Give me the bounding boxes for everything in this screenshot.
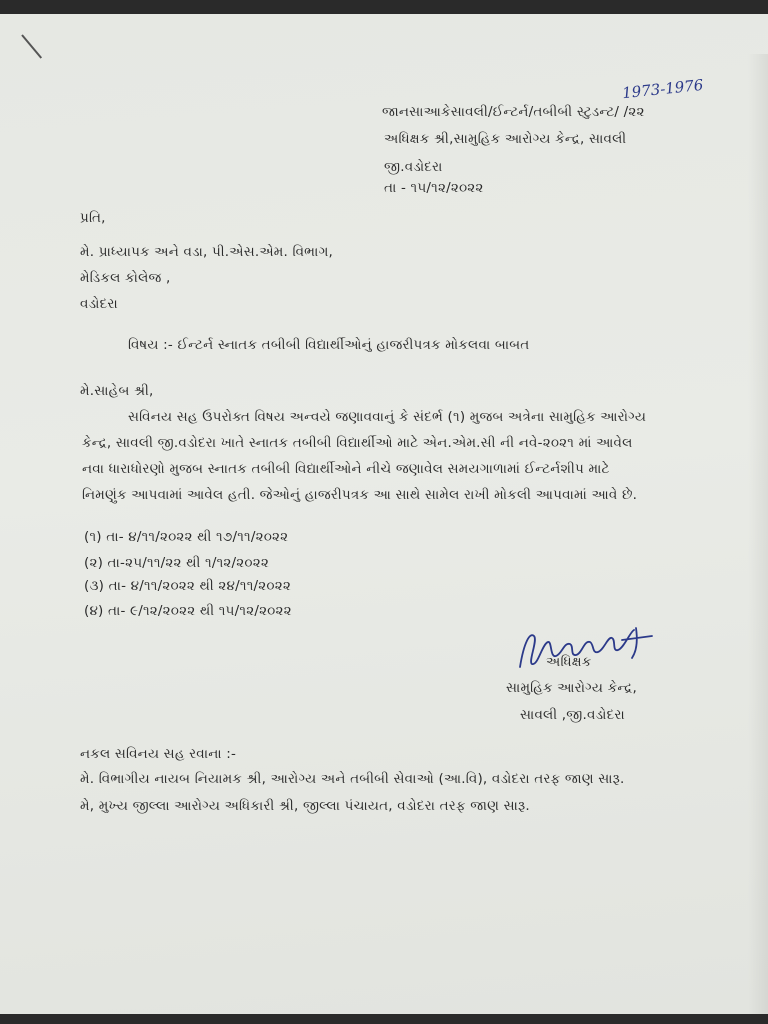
period-item: (૩) તા- ૪/૧૧/૨૦૨૨ થી ૨૪/૧૧/૨૦૨૨: [84, 578, 291, 594]
body-line: નિમણુંક આપવામાં આવેલ હતી. જેઓનું હાજરીપત્રક આ સાથે સામેલ રાખી મોકલી આપવામાં આવે છે.: [82, 487, 638, 503]
paper-mark: [21, 34, 42, 58]
recipient-line-2: મેડિકલ કોલેજ ,: [80, 270, 171, 286]
recipient-to: પ્રતિ,: [80, 210, 106, 226]
letter-subject: વિષય :- ઈન્ટર્ન સ્નાતક તબીબી વિદ્યાર્થીઓનું હાજરીપત્રક મોકલવા બાબત: [128, 337, 530, 353]
signatory-location: સાવલી ,જી.વડોદરા: [520, 707, 625, 723]
copy-line-2: મે, મુખ્ય જીલ્લા આરોગ્ય અધિકારી શ્રી, જીલ્લા પંચાયત, વડોદરા તરફ જાણ સારૂ.: [80, 798, 530, 814]
letter-date: તા - ૧૫/૧૨/૨૦૨૨: [384, 180, 484, 196]
period-item: (૨) તા-૨૫/૧૧/૨૨ થી ૧/૧૨/૨૦૨૨: [84, 555, 269, 571]
body-line: નવા ધારાધોરણો મુજબ સ્નાતક તબીબી વિદ્યાર્થીઓને નીચે જણાવેલ સમયગાળામાં ઈન્ટર્નશીપ માટે: [82, 461, 610, 477]
body-line: કેન્દ્ર, સાવલી જી.વડોદરા ખાતે સ્નાતક તબીબી વિદ્યાર્થીઓ માટે એન.એમ.સી ની નવે-૨૦૨૧ માં આવેલ: [82, 435, 633, 451]
copy-heading: નકલ સવિનય સહ રવાના :-: [80, 746, 237, 762]
signatory-office: સામુહિક આરોગ્ય કેન્દ્ર,: [506, 680, 637, 696]
signature-image: [512, 622, 662, 682]
paper-shadow: [748, 54, 768, 1014]
period-item: (૧) તા- ૪/૧૧/૨૦૨૨ થી ૧૭/૧૧/૨૦૨૨: [84, 529, 289, 545]
body-line: સવિનય સહ ઉપરોક્ત વિષય અન્વયે જણાવવાનું કે સંદર્ભ (૧) મુજબ અત્રેના સામુહિક આરોગ્ય: [128, 409, 647, 425]
salutation: મે.સાહેબ શ્રી,: [80, 383, 154, 399]
recipient-line-3: વડોદરા: [80, 296, 118, 312]
copy-line-1: મે. વિભાગીય નાયબ નિયામક શ્રી, આરોગ્ય અને તબીબી સેવાઓ (આ.વિ), વડોદરા તરફ જાણ સારૂ.: [80, 771, 625, 787]
signatory-title: અધિક્ષક: [546, 654, 592, 670]
letter-page: [0, 14, 768, 1014]
issuer-district: જી.વડોદરા: [384, 159, 443, 175]
recipient-line-1: મે. પ્રાધ્યાપક અને વડા, પી.એસ.એમ. વિભાગ,: [80, 244, 334, 260]
handwritten-number: 1973-1976: [621, 75, 705, 103]
issuer-office: અધિક્ષક શ્રી,સામુહિક આરોગ્ય કેન્દ્ર, સાવલી: [384, 131, 627, 147]
period-item: (૪) તા- ૯/૧૨/૨૦૨૨ થી ૧૫/૧૨/૨૦૨૨: [84, 603, 292, 619]
reference-number: જાનસાઆકેસાવલી/ઈન્ટર્ન/તબીબી સ્ટુડન્ટ/ /૨૨: [382, 104, 645, 120]
